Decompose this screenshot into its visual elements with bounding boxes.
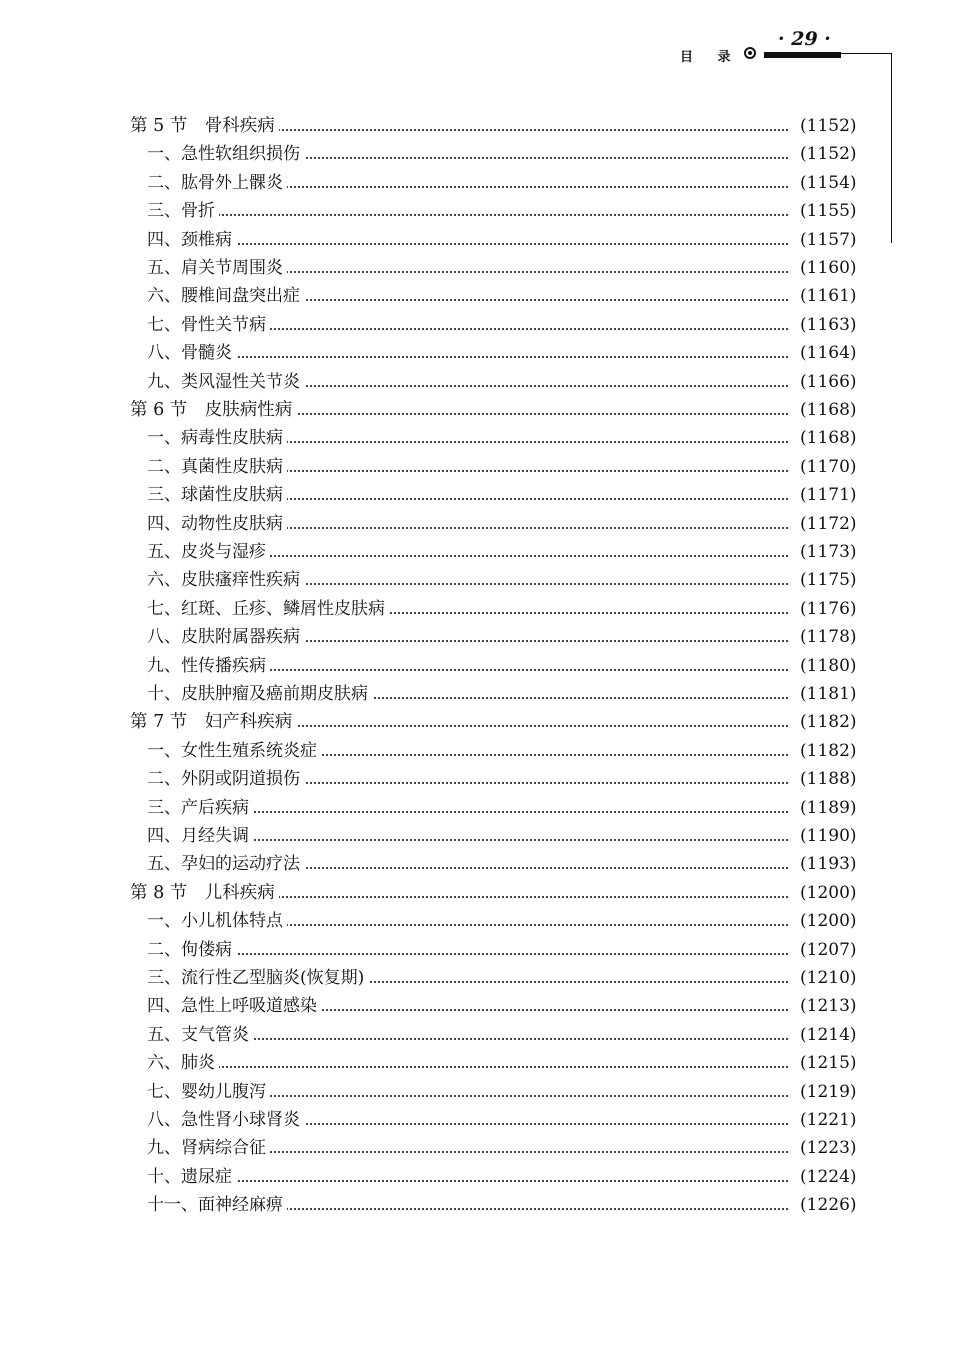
toc-item-row[interactable] (0, 623, 980, 651)
toc-item-row[interactable] (0, 1078, 980, 1106)
toc-item-row[interactable] (0, 794, 980, 822)
toc-item-title: 九、肾病综合征 (147, 1134, 270, 1162)
toc-item-title: 三、骨折 (147, 197, 219, 225)
toc-item-row[interactable] (0, 652, 980, 680)
toc-item-row[interactable] (0, 1134, 980, 1162)
toc-section-title: 第 5 节 骨科疾病 (130, 112, 279, 140)
toc-item-row[interactable] (0, 1049, 980, 1077)
toc-page-number: (1152) (796, 140, 862, 168)
toc-page-number: (1200) (796, 907, 862, 935)
toc-item-title: 七、红斑、丘疹、鳞屑性皮肤病 (147, 595, 389, 623)
toc-item-title: 六、腰椎间盘突出症 (147, 282, 304, 310)
toc-item-row[interactable] (0, 850, 980, 878)
toc-item-title: 十、皮肤肿瘤及癌前期皮肤病 (147, 680, 372, 708)
toc-item-row[interactable] (0, 680, 980, 708)
toc-page-number: (1152) (796, 112, 862, 140)
header-rule (840, 53, 892, 54)
dot-leader (150, 197, 788, 216)
toc-section-row[interactable] (0, 879, 980, 907)
toc-page-number: (1168) (796, 396, 862, 424)
toc-item-title: 一、女性生殖系统炎症 (147, 737, 321, 765)
toc-item-row[interactable] (0, 368, 980, 396)
toc-page-number: (1166) (796, 368, 862, 396)
toc-item-title: 四、颈椎病 (147, 226, 236, 254)
toc-item-row[interactable] (0, 453, 980, 481)
toc-item-title: 五、皮炎与湿疹 (147, 538, 270, 566)
toc-item-title: 十一、面神经麻痹 (147, 1191, 287, 1219)
toc-item-row[interactable] (0, 822, 980, 850)
toc-item-title: 六、皮肤瘙痒性疾病 (147, 566, 304, 594)
toc-page-number: (1226) (796, 1191, 862, 1219)
toc-item-title: 二、肱骨外上髁炎 (147, 169, 287, 197)
toc-page-number: (1190) (796, 822, 862, 850)
dot-leader (150, 936, 788, 955)
toc-item-row[interactable] (0, 765, 980, 793)
dot-leader (150, 226, 788, 245)
toc-page-number: (1176) (796, 595, 862, 623)
toc-section-title: 第 7 节 妇产科疾病 (130, 708, 296, 736)
toc-item-row[interactable] (0, 226, 980, 254)
toc-item-title: 一、病毒性皮肤病 (147, 424, 287, 452)
toc-item-title: 七、骨性关节病 (147, 311, 270, 339)
toc-item-title: 五、肩关节周围炎 (147, 254, 287, 282)
toc-section-title: 第 6 节 皮肤病性病 (130, 396, 296, 424)
toc-page-number: (1172) (796, 510, 862, 538)
toc-page-number: (1207) (796, 936, 862, 964)
toc-item-row[interactable] (0, 197, 980, 225)
toc-item-title: 八、急性肾小球肾炎 (147, 1106, 304, 1134)
toc-page-number: (1160) (796, 254, 862, 282)
toc-item-title: 九、类风湿性关节炎 (147, 368, 304, 396)
toc-section-row[interactable] (0, 112, 980, 140)
toc-page-number: (1178) (796, 623, 862, 651)
toc-page-number: (1182) (796, 737, 862, 765)
dot-leader (150, 339, 788, 358)
dot-leader (150, 1049, 788, 1068)
toc-page-number: (1210) (796, 964, 862, 992)
toc-page-number: (1221) (796, 1106, 862, 1134)
toc-page-number: (1223) (796, 1134, 862, 1162)
toc-page-number: (1189) (796, 794, 862, 822)
toc-item-title: 四、动物性皮肤病 (147, 510, 287, 538)
toc-item-row[interactable] (0, 282, 980, 310)
toc-item-title: 九、性传播疾病 (147, 652, 270, 680)
toc-item-title: 十、遗尿症 (147, 1163, 236, 1191)
toc-item-title: 三、产后疾病 (147, 794, 253, 822)
toc-item-row[interactable] (0, 936, 980, 964)
toc-item-row[interactable] (0, 595, 980, 623)
toc-page-number: (1219) (796, 1078, 862, 1106)
toc-page-number: (1173) (796, 538, 862, 566)
section-label: 目 录 (680, 50, 741, 65)
toc-page-number: (1214) (796, 1021, 862, 1049)
toc-item-title: 六、肺炎 (147, 1049, 219, 1077)
toc-item-title: 五、支气管炎 (147, 1021, 253, 1049)
toc-item-title: 二、佝偻病 (147, 936, 236, 964)
toc-page-number: (1213) (796, 992, 862, 1020)
toc-page-number: (1193) (796, 850, 862, 878)
toc-section-row[interactable] (0, 396, 980, 424)
toc-page-number: (1161) (796, 282, 862, 310)
toc-page-number: (1170) (796, 453, 862, 481)
target-icon (744, 47, 756, 59)
toc-item-row[interactable] (0, 1106, 980, 1134)
toc-item-row[interactable] (0, 1191, 980, 1219)
page-number: · 29 · (778, 28, 831, 50)
toc-item-title: 三、流行性乙型脑炎(恢复期) (147, 964, 368, 992)
toc-item-title: 三、球菌性皮肤病 (147, 481, 287, 509)
toc-page-number: (1180) (796, 652, 862, 680)
toc-item-title: 四、急性上呼吸道感染 (147, 992, 321, 1020)
toc-page-number: (1155) (796, 197, 862, 225)
toc-item-row[interactable] (0, 1021, 980, 1049)
toc-item-row[interactable] (0, 907, 980, 935)
header-bar (764, 52, 841, 58)
toc-item-row[interactable] (0, 339, 980, 367)
toc-page-number: (1182) (796, 708, 862, 736)
toc-page-number: (1164) (796, 339, 862, 367)
toc-page-number: (1215) (796, 1049, 862, 1077)
toc-page-number: (1163) (796, 311, 862, 339)
toc-page-number: (1168) (796, 424, 862, 452)
toc-item-title: 一、小儿机体特点 (147, 907, 287, 935)
toc-item-row[interactable] (0, 538, 980, 566)
toc-section-title: 第 8 节 儿科疾病 (130, 879, 279, 907)
toc-page-number: (1181) (796, 680, 862, 708)
dot-leader (150, 1163, 788, 1182)
toc-page-number: (1157) (796, 226, 862, 254)
toc-page-number: (1188) (796, 765, 862, 793)
toc-item-row[interactable] (0, 140, 980, 168)
toc-item-title: 八、骨髓炎 (147, 339, 236, 367)
toc-item-title: 二、真菌性皮肤病 (147, 453, 287, 481)
toc-item-title: 八、皮肤附属器疾病 (147, 623, 304, 651)
toc-item-row[interactable] (0, 737, 980, 765)
toc-item-row[interactable] (0, 992, 980, 1020)
toc-item-title: 七、婴幼儿腹泻 (147, 1078, 270, 1106)
toc-item-row[interactable] (0, 254, 980, 282)
toc-item-row[interactable] (0, 566, 980, 594)
toc-section-row[interactable] (0, 708, 980, 736)
toc-page-number: (1200) (796, 879, 862, 907)
toc-item-row[interactable] (0, 510, 980, 538)
toc-item-title: 四、月经失调 (147, 822, 253, 850)
toc-page-number: (1154) (796, 169, 862, 197)
toc-item-row[interactable] (0, 424, 980, 452)
toc-page-number: (1171) (796, 481, 862, 509)
toc-item-title: 一、急性软组织损伤 (147, 140, 304, 168)
toc-item-title: 二、外阴或阴道损伤 (147, 765, 304, 793)
toc-item-row[interactable] (0, 1163, 980, 1191)
toc-page-number: (1224) (796, 1163, 862, 1191)
toc-item-row[interactable] (0, 964, 980, 992)
toc-item-row[interactable] (0, 481, 980, 509)
toc-item-row[interactable] (0, 311, 980, 339)
toc-page-number: (1175) (796, 566, 862, 594)
toc-item-title: 五、孕妇的运动疗法 (147, 850, 304, 878)
toc-item-row[interactable] (0, 169, 980, 197)
